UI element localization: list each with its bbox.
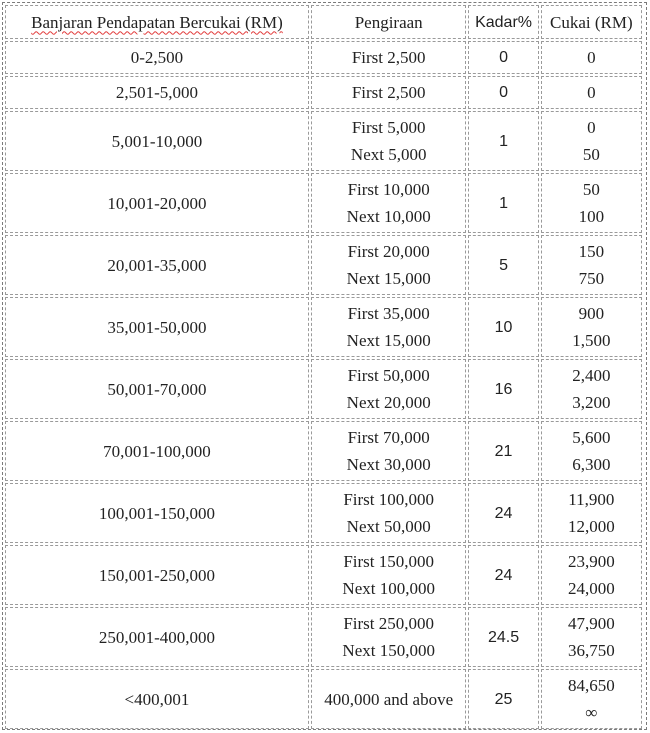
income-range-cell: 150,001-250,000 [5,545,309,605]
income-range-cell: 5,001-10,000 [5,111,309,171]
calculation-cell: 400,000 and above [311,669,466,729]
tax-cell: 900 1,500 [541,297,642,357]
table-row [5,297,642,357]
tax-cell: 11,900 12,000 [541,483,642,543]
rate-cell: 21 [468,421,538,481]
rate-cell: 24 [468,483,538,543]
rate-cell: 16 [468,359,538,419]
tax-cell: 47,900 36,750 [541,607,642,667]
table-row [5,41,642,74]
rate-cell: 24 [468,545,538,605]
calculation-cell: First 150,000 Next 100,000 [311,545,466,605]
table-row [5,607,642,667]
income-range-cell: 2,501-5,000 [5,76,309,109]
header-row [5,5,642,39]
header-rate: Kadar% [468,5,538,39]
header-income-range: Banjaran Pendapatan Bercukai (RM) [5,5,309,39]
header-calculation: Pengiraan [311,5,466,39]
income-range-cell: 35,001-50,000 [5,297,309,357]
rate-cell: 25 [468,669,538,729]
tax-cell: 50 100 [541,173,642,233]
tax-cell: 2,400 3,200 [541,359,642,419]
table-row [5,359,642,419]
calculation-cell: First 35,000 Next 15,000 [311,297,466,357]
calculation-cell: First 2,500 [311,76,466,109]
tax-cell: 84,650 ∞ [541,669,642,729]
rate-cell: 5 [468,235,538,295]
income-range-cell: 20,001-35,000 [5,235,309,295]
table-row [5,545,642,605]
calculation-cell: First 100,000 Next 50,000 [311,483,466,543]
tax-cell: 5,600 6,300 [541,421,642,481]
tax-cell: 150 750 [541,235,642,295]
tax-cell: 0 50 [541,111,642,171]
rate-cell: 1 [468,111,538,171]
table-row [5,421,642,481]
table-row [5,669,642,729]
rate-cell: 24.5 [468,607,538,667]
income-range-cell: 0-2,500 [5,41,309,74]
tax-table-container [2,2,647,730]
income-range-cell: <400,001 [5,669,309,729]
header-tax: Cukai (RM) [541,5,642,39]
rate-cell: 0 [468,41,538,74]
table-row [5,235,642,295]
calculation-cell: First 20,000 Next 15,000 [311,235,466,295]
rate-cell: 1 [468,173,538,233]
calculation-cell: First 70,000 Next 30,000 [311,421,466,481]
tax-cell: 23,900 24,000 [541,545,642,605]
rate-cell: 10 [468,297,538,357]
rate-cell: 0 [468,76,538,109]
calculation-cell: First 2,500 [311,41,466,74]
calculation-cell: First 50,000 Next 20,000 [311,359,466,419]
calculation-cell: First 5,000 Next 5,000 [311,111,466,171]
calculation-cell: First 250,000 Next 150,000 [311,607,466,667]
table-row [5,173,642,233]
income-range-cell: 50,001-70,000 [5,359,309,419]
income-range-cell: 250,001-400,000 [5,607,309,667]
tax-cell: 0 [541,76,642,109]
income-range-cell: 100,001-150,000 [5,483,309,543]
tax-rate-table [3,3,644,731]
table-row [5,483,642,543]
income-range-cell: 70,001-100,000 [5,421,309,481]
table-row [5,76,642,109]
calculation-cell: First 10,000 Next 10,000 [311,173,466,233]
income-range-cell: 10,001-20,000 [5,173,309,233]
tax-cell: 0 [541,41,642,74]
table-row [5,111,642,171]
